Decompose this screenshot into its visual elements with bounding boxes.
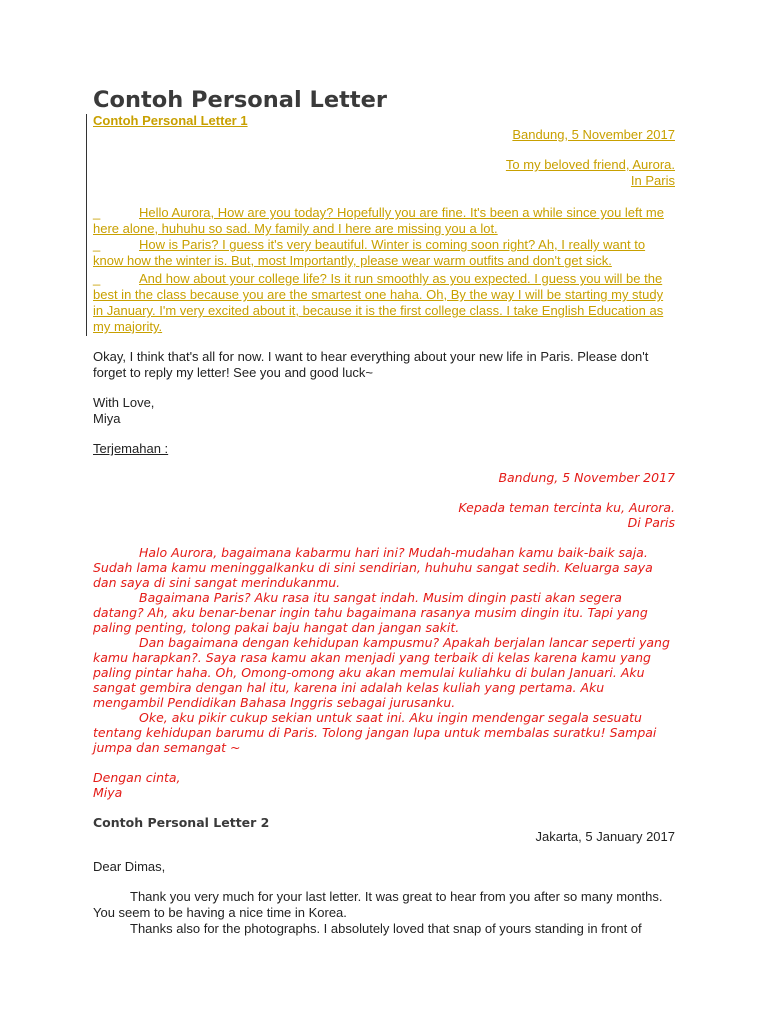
letter1-to-line1[interactable]: To my beloved friend, Aurora. (505, 157, 675, 172)
translation-label: Terjemahan : (93, 441, 169, 456)
letter1-date[interactable]: Bandung, 5 November 2017 (512, 127, 675, 142)
letter1-body-para[interactable]: _ And how about your college life? Is it run smoothly as you expected. I guess you will be the best in the class because you are the smartest one haha. Oh, By the way I will be starting my study in January. I'm very excited about it, because it is the first college class. I take English Education as my majority. (93, 271, 664, 334)
letter1-closing-paragraph: Okay, I think that's all for now. I want to hear everything about your new life in Paris. Please don't forget to reply my letter! See you and good luck~ (93, 349, 649, 380)
translation-signature: Miya (93, 785, 123, 800)
translation-to-line2: Di Paris (627, 515, 675, 530)
letter1-to-line2[interactable]: In Paris (630, 173, 675, 188)
letter1-subtitle[interactable]: Contoh Personal Letter 1 (93, 113, 248, 128)
letter1-body-para[interactable]: _ Hello Aurora, How are you today? Hopefully you are fine. It's been a while since you left me here alone, huhuhu so sad. My family and I here are missing you a lot. (93, 205, 664, 236)
letter1-sign-off: With Love, (93, 395, 155, 410)
translation-body-para: Halo Aurora, bagaimana kabarmu hari ini? Mudah-mudahan kamu baik-baik saja. Sudah lama kamu meninggalkanku di sini sendirian, huhuhu sangat sedih. Keluarga saya dan saya di sini sangat merindukanmu. (93, 545, 653, 590)
letter1-signature: Miya (93, 411, 121, 426)
document-page (93, 86, 675, 937)
letter2-body-para: Thank you very much for your last letter. It was great to hear from you after so many months. You seem to be having a nice time in Korea. (93, 889, 663, 920)
translation-to-line1: Kepada teman tercinta ku, Aurora. (458, 500, 675, 515)
translation-date: Bandung, 5 November 2017 (498, 470, 675, 485)
margin-line (86, 114, 87, 336)
letter2-date: Jakarta, 5 January 2017 (535, 829, 675, 844)
letter1-body-para[interactable]: _ How is Paris? I guess it's very beautiful. Winter is coming soon right? Ah, I really want to know how the winter is. But, most Importantly, please wear warm outfits and don't get sick. (93, 237, 646, 268)
letter2-body-para: Thanks also for the photographs. I absolutely loved that snap of yours standing in front of (130, 921, 642, 936)
letter2-greeting: Dear Dimas, (93, 859, 166, 874)
page-title: Contoh Personal Letter (93, 87, 387, 113)
translation-body-para: Bagaimana Paris? Aku rasa itu sangat indah. Musim dingin pasti akan segera datang? Ah, aku benar-benar ingin tahu bagaimana rasanya musim dingin itu. Tapi yang paling penting, tolong pakai baju hangat dan jangan sakit. (93, 590, 648, 635)
translation-body-para: Oke, aku pikir cukup sekian untuk saat ini. Aku ingin mendengar segala sesuatu tentang kehidupan barumu di Paris. Tolong jangan lupa untuk membalas suratku! Sampai jumpa dan semangat ~ (93, 710, 657, 755)
letter2-subtitle: Contoh Personal Letter 2 (93, 815, 270, 830)
translation-body-para: Dan bagaimana dengan kehidupan kampusmu? Apakah berjalan lancar seperti yang kamu harapkan?. Saya rasa kamu akan menjadi yang terbaik di kelas karena kamu yang paling pintar haha. Oh, Omong-omong aku akan memulai kuliahku di bulan Januari. Aku sangat gembira dengan hal itu, karena ini adalah kelas kuliah yang pertama. Aku mengambil Pendidikan Bahasa Inggris sebagai jurusanku. (93, 635, 670, 710)
translation-sign-off: Dengan cinta, (93, 770, 181, 785)
